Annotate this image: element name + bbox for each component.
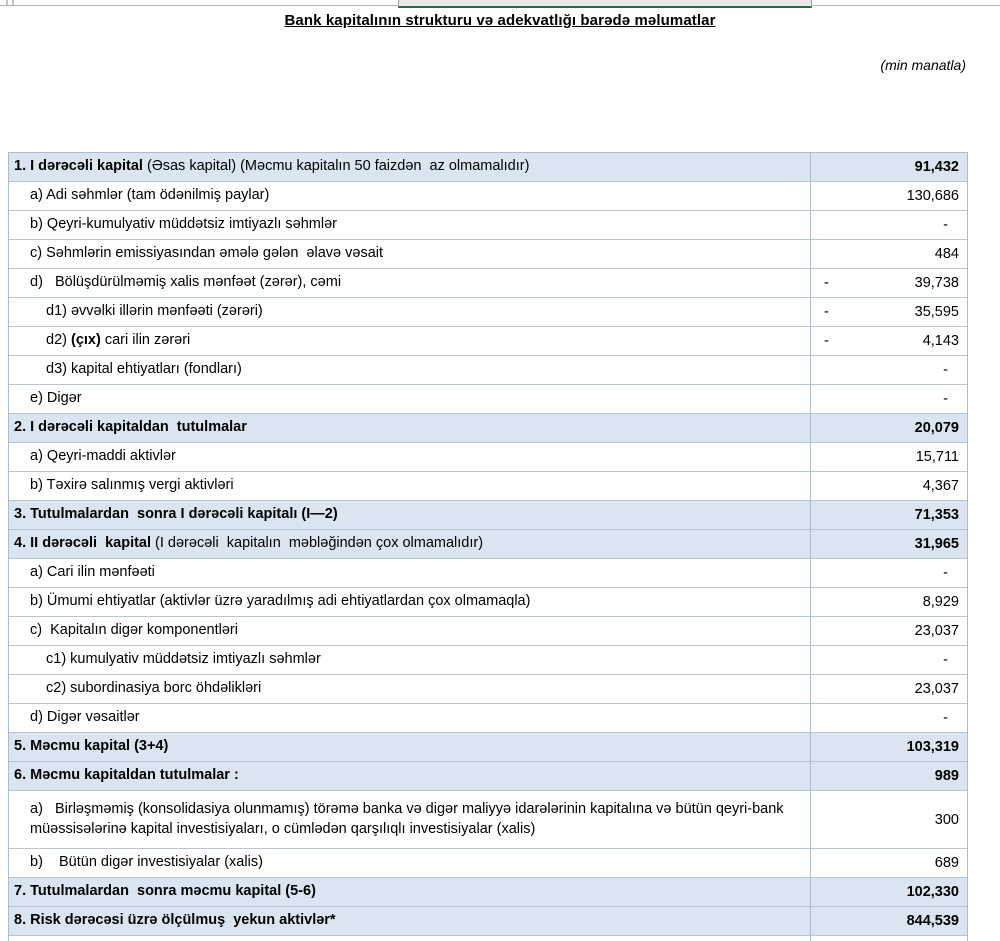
row-label-cell[interactable]: 5. Məcmu kapital (3+4) [9, 733, 811, 761]
table-row-cumulative-preferred-shares [9, 646, 967, 675]
row-value-cell[interactable]: 989 [934, 768, 959, 784]
row-value-cell[interactable]: 130,686 [906, 188, 959, 204]
row-label-cell[interactable]: c) Kapitalın digər komponentləri [9, 617, 811, 645]
row-label-cell[interactable]: b) Ümumi ehtiyatlar (aktivlər üzrə yaradılmış adi ehtiyatlardan çox olmamaqla) [9, 588, 811, 616]
row-value-cell[interactable]: 91,432 [914, 159, 959, 175]
row-value-cell[interactable]: - [943, 391, 948, 407]
row-label-cell[interactable]: a) Qeyri-maddi aktivlər [9, 443, 811, 471]
table-row-other-funds [9, 704, 967, 733]
row-value-cell[interactable]: - 35,595 [811, 298, 967, 326]
row-value-cell[interactable]: 23,037 [914, 681, 959, 697]
row-value-cell[interactable]: - [943, 362, 948, 378]
negative-sign: - [824, 333, 829, 349]
table-row-other-capital-components [9, 617, 967, 646]
row-label-cell[interactable]: 6. Məcmu kapitaldan tutulmalar : [9, 762, 811, 790]
table-row-retained-earnings-total [9, 269, 967, 298]
table-row-capital-reserves [9, 356, 967, 385]
row-value-cell[interactable]: - [943, 565, 948, 581]
row-label-cell[interactable]: c) Səhmlərin emissiyasından əmələ gələn əlavə vəsait [9, 240, 811, 268]
row-value-cell[interactable]: - 39,738 [811, 269, 967, 297]
row-label-cell[interactable]: 3. Tutulmalardan sonra I dərəcəli kapitalı (I—2) [9, 501, 811, 529]
row-value-cell[interactable]: 103,319 [906, 739, 959, 755]
table-row-ordinary-shares [9, 182, 967, 211]
row-value-cell[interactable]: 31,965 [914, 536, 959, 552]
table-row-all-other-investments [9, 849, 967, 878]
row-label-cell[interactable]: 2. I dərəcəli kapitaldan tutulmalar [9, 414, 811, 442]
row-value-cell[interactable]: - 4,143 [811, 327, 967, 355]
row-value-cell[interactable]: - [943, 710, 948, 726]
row-value-cell[interactable]: 300 [934, 811, 959, 828]
table-row-risk-weighted-assets [9, 907, 967, 936]
capital-structure-table [8, 152, 968, 941]
table-row-total-capital [9, 733, 967, 762]
row-value-cell[interactable]: 484 [934, 246, 959, 262]
row-value-cell[interactable]: 689 [934, 855, 959, 871]
negative-sign: - [824, 275, 829, 291]
table-row-noncumulative-shares [9, 211, 967, 240]
partial-next-row [9, 936, 967, 941]
row-label-cell[interactable]: d) Bölüşdürülməmiş xalis mənfəət (zərər), cəmi [9, 269, 811, 297]
spreadsheet-top-strip [0, 0, 1000, 8]
row-value-cell[interactable]: 102,330 [906, 884, 959, 900]
partial-label-cell [9, 936, 811, 941]
row-label-cell[interactable]: d3) kapital ehtiyatları (fondları) [9, 356, 811, 384]
row-label-cell[interactable]: c2) subordinasiya borc öhdəlikləri [9, 675, 811, 703]
row-label-cell[interactable]: 7. Tutulmalardan sonra məcmu kapital (5-6) [9, 878, 811, 906]
row-value-cell[interactable]: - [943, 217, 948, 233]
page-title: Bank kapitalının strukturu və adekvatlığı barədə məlumatlar [284, 12, 716, 29]
row-label-cell[interactable]: a) Cari ilin mənfəəti [9, 559, 811, 587]
row-label-cell[interactable]: 8. Risk dərəcəsi üzrə ölçülmuş yekun aktivlər* [9, 907, 811, 935]
table-row-tier1-capital [9, 153, 967, 182]
row-value-cell[interactable]: 15,711 [915, 449, 959, 465]
row-label-cell[interactable]: d) Digər vəsaitlər [9, 704, 811, 732]
table-row-unconsolidated-investments [9, 791, 967, 849]
table-row-tier2-capital [9, 530, 967, 559]
row-label-cell[interactable]: 1. I dərəcəli kapital (Əsas kapital) (Məcmu kapitalın 50 faizdən az olmamalıdır) [9, 153, 811, 181]
row-value-cell[interactable]: 71,353 [914, 507, 959, 523]
table-row-other-tier1 [9, 385, 967, 414]
table-row-total-capital-deductions [9, 762, 967, 791]
row-value-cell[interactable]: 844,539 [906, 913, 959, 929]
selected-column-header-bar [398, 0, 812, 8]
table-row-subordinated-debt [9, 675, 967, 704]
table-row-current-year-loss [9, 327, 967, 356]
report-header [0, 8, 1000, 76]
row-label-cell[interactable]: a) Adi səhmlər (tam ödənilmiş paylar) [9, 182, 811, 210]
table-row-general-reserves [9, 588, 967, 617]
negative-sign: - [824, 304, 829, 320]
table-row-prior-years-profit [9, 298, 967, 327]
table-row-tier1-after-deductions [9, 501, 967, 530]
row-value-cell[interactable]: 20,079 [914, 420, 959, 436]
row-label-cell[interactable]: c1) kumulyativ müddətsiz imtiyazlı səhmlər [9, 646, 811, 674]
row-label-cell[interactable]: b) Təxirə salınmış vergi aktivləri [9, 472, 811, 500]
row-label-cell[interactable]: e) Digər [9, 385, 811, 413]
row-value-cell[interactable]: 23,037 [914, 623, 959, 639]
row-value-cell[interactable]: 8,929 [922, 594, 959, 610]
table-row-share-emission-surplus [9, 240, 967, 269]
row-value-cell[interactable]: 4,367 [922, 478, 959, 494]
table-row-deferred-tax-assets [9, 472, 967, 501]
table-row-intangible-assets [9, 443, 967, 472]
table-row-current-year-profit [9, 559, 967, 588]
row-label-cell[interactable]: b) Bütün digər investisiyalar (xalis) [9, 849, 811, 877]
row-label-cell[interactable]: b) Qeyri-kumulyativ müddətsiz imtiyazlı səhmlər [9, 211, 811, 239]
row-label-cell[interactable]: 4. II dərəcəli kapital (I dərəcəli kapitalın məbləğindən çox olmamalıdır) [9, 530, 811, 558]
row-label-cell[interactable]: a) Birləşməmiş (konsolidasiya olunmamış) törəmə banka və digər maliyyə idarələrinin kapitalına və bütün qeyri-bank müəssisələrinə kapital investisiyaları, o cümlədən qarşılıqlı investisiyalar (xalis) [9, 791, 811, 848]
row-value-cell[interactable]: - [943, 652, 948, 668]
table-row-tier1-deductions [9, 414, 967, 443]
row-label-cell[interactable]: d1) əvvəlki illərin mənfəəti (zərəri) [9, 298, 811, 326]
unit-note: (min manatla) [880, 57, 966, 73]
row-label-cell[interactable]: d2) (çıx) cari ilin zərəri [9, 327, 811, 355]
table-row-total-capital-after-deductions [9, 878, 967, 907]
